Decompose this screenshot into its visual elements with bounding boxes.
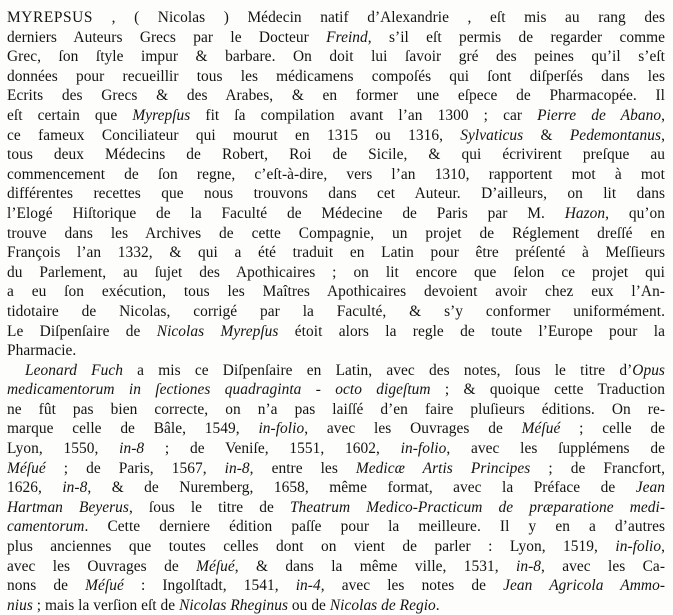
italic-run: Pierre de Abano — [537, 106, 662, 124]
italic-run: in-folio — [615, 538, 662, 556]
text-line — [7, 341, 665, 361]
text-run: derniers Auteurs Grecs par le Docteur — [7, 28, 327, 46]
text-line — [7, 86, 665, 106]
text-run: fit ſa compilation avant l’an 1300 ; car — [190, 106, 538, 124]
text-run: , — [661, 106, 665, 124]
text-run: . Cette derniere édition paſſe pour la meilleure. Il y en a d’autres — [84, 518, 665, 536]
text-run: Ecrits des Grecs & des Arabes, & en former une eſpece de Pharmacopée. Il — [7, 87, 665, 105]
text-run: a mis ce Diſpenſaire en Latin, avec des notes, ſous le titre d’ — [122, 361, 633, 379]
text-line — [7, 498, 665, 518]
text-run: ; de Francfort, — [530, 459, 665, 477]
text-run: ; celle de — [560, 420, 665, 438]
italic-run: in-8 — [62, 479, 88, 497]
italic-run: Theatrum Medico-Practicum de præparatione medi- — [289, 498, 665, 516]
text-run: plus anciennes que toutes celles dont on vient de parler : Lyon, 1519, — [7, 538, 616, 556]
text-run: étoit alors la regle de toute l’Europe pour la — [278, 322, 665, 340]
text-run: , ( Nicolas ) Médecin natif d’Alexandrie , eſt mis au rang des — [93, 9, 665, 26]
italic-run: Nicolas Myrepſus — [156, 322, 279, 340]
text-line — [7, 184, 665, 204]
text-run: commencement de ſon regne, c’eſt-à-dire, vers l’an 1310, rapportent mot à mot — [7, 165, 665, 183]
text-run: Pharmacie. — [7, 342, 77, 360]
text-line — [7, 282, 665, 302]
italic-run: in-4 — [295, 577, 321, 595]
text-run: trouve dans les Archives de cette Compagnie, un projet de Réglement dreſſé en — [7, 224, 665, 242]
text-run: , avec les ſupplémens de — [446, 440, 665, 458]
text-run: ; de Veniſe, 1551, 1602, — [144, 440, 401, 458]
text-run: , s’il eſt permis de regarder comme — [367, 28, 665, 46]
paragraph — [7, 8, 665, 361]
text-line — [7, 67, 665, 87]
text-line — [7, 439, 665, 459]
italic-run: Nicolas Rheginus — [179, 596, 289, 614]
text-line — [7, 165, 665, 185]
text-line — [7, 243, 665, 263]
italic-run: Myrepſus — [132, 106, 191, 124]
italic-run: Medicæ Artis Principes — [355, 459, 531, 477]
italic-run: Sylvaticus — [460, 126, 524, 144]
text-run: marque celle de Bâle, 1549, — [7, 420, 259, 438]
text-run: , qu’on — [605, 204, 665, 222]
italic-run: Freind — [326, 28, 368, 46]
italic-run: Hazon — [564, 204, 606, 222]
italic-run: Opus — [632, 361, 665, 379]
text-run: , avec les notes de — [320, 577, 504, 595]
text-run: l’Elogé Hiſtorique de la Faculté de Médecine de Paris par M. — [7, 204, 565, 222]
italic-run: Méſué — [521, 420, 561, 438]
text-line — [7, 596, 665, 615]
text-line — [7, 557, 665, 577]
text-run: tous deux Médecins de Robert, Roi de Sicile, & qui écrivirent preſque au — [7, 146, 665, 164]
text-run: du Parlement, au ſujet des Apothicaires ; on lit encore que ſelon ce projet qui — [7, 263, 665, 281]
text-run: ; de Paris, 1567, — [45, 459, 225, 477]
text-line — [7, 419, 665, 439]
italic-run: Leonard Fuch — [25, 361, 123, 379]
text-run: François l’an 1332, & qui a été traduit en Latin pour être préſenté à Meſſieurs — [7, 244, 665, 262]
text-run: nons de — [7, 577, 86, 595]
text-line — [7, 459, 665, 479]
text-line — [7, 302, 665, 322]
italic-run: Nicolas de Regio — [329, 596, 436, 614]
text-run: Le Diſpenſaire de — [7, 322, 157, 340]
text-run: , ſous le titre de — [128, 498, 290, 516]
italic-run: Jean — [635, 479, 665, 497]
italic-run: in-8 — [224, 459, 250, 477]
text-run: données pour recueillir tous les médicamens compoſés qui ſont diſperſés dans les — [7, 67, 665, 85]
text-line — [7, 537, 665, 557]
italic-run: in-folio — [400, 440, 447, 458]
italic-run: Hartman Beyerus — [7, 498, 129, 516]
italic-run: nius — [7, 596, 33, 614]
text-run: , & dans la même ville, 1531, — [234, 557, 517, 575]
italic-run: Méſué — [196, 557, 235, 575]
text-line — [7, 400, 665, 420]
text-run: 1626, — [7, 479, 63, 497]
text-line — [7, 224, 665, 244]
italic-run: in-8 — [119, 440, 145, 458]
text-run: , — [661, 126, 665, 144]
text-run: MYREPSUS — [7, 9, 94, 26]
text-run: Grec, ſon ſtyle impur & barbare. On doit lui ſavoir gré des peines qu’il s’eſt — [7, 48, 665, 66]
text-line — [7, 322, 665, 342]
italic-run: in-folio — [258, 420, 305, 438]
text-run: eſt certain que — [7, 106, 133, 124]
text-line — [7, 8, 665, 28]
text-run: avec les Ouvrages de — [7, 557, 197, 575]
text-run: ; & quoique cette Traduction — [430, 381, 665, 399]
text-line — [7, 517, 665, 537]
italic-run: Jean Agricola Ammo- — [503, 577, 665, 595]
text-line — [7, 576, 665, 596]
paragraph — [7, 361, 665, 615]
text-run: & — [523, 126, 570, 144]
text-line — [7, 478, 665, 498]
text-run: Lyon, 1550, — [7, 440, 120, 458]
italic-run: camentorum — [7, 518, 85, 536]
text-run: , — [661, 538, 665, 556]
text-line — [7, 106, 665, 126]
text-run: tidotaire de Nicolas, corrigé par la Faculté, & s’y conformer uniformément. — [7, 302, 665, 320]
text-run: . — [435, 596, 440, 614]
text-line — [7, 380, 665, 400]
text-run: a eu ſon exécution, tous les Maîtres Apothicaires devoient avoir chez eux l’An- — [7, 283, 665, 301]
text-run: , avec les Ca- — [541, 557, 665, 575]
text-run: ce fameux Conciliateur qui mourut en 1315 ou 1316, — [7, 126, 461, 144]
text-run: différentes recettes que nous trouvons dans cet Auteur. D’ailleurs, on lit dans — [7, 185, 665, 203]
text-run: ; mais la verſion eſt de — [32, 596, 180, 614]
italic-run: Méſué — [85, 577, 124, 595]
text-line — [7, 361, 665, 381]
italic-run: Pedemontanus — [569, 126, 662, 144]
text-run: , entre les — [249, 459, 356, 477]
text-run: , & de Nuremberg, 1658, même format, avec la Préface de — [87, 479, 636, 497]
text-run: ne fût pas bien correcte, on n’a pas laiſſé d’en faire pluſieurs éditions. On re- — [7, 400, 665, 418]
text-line — [7, 204, 665, 224]
text-line — [7, 263, 665, 283]
text-run: : Ingolſtadt, 1541, — [123, 577, 296, 595]
text-run: ou de — [288, 596, 330, 614]
text-line — [7, 145, 665, 165]
article-body — [7, 8, 665, 615]
italic-run: medicamentorum in ſectiones quadraginta - octo digeſtum — [7, 381, 431, 399]
italic-run: in-8 — [516, 557, 542, 575]
text-run: , avec les Ouvrages de — [304, 420, 522, 438]
text-line — [7, 28, 665, 48]
text-line — [7, 47, 665, 67]
italic-run: Méſué — [7, 459, 46, 477]
text-line — [7, 126, 665, 146]
